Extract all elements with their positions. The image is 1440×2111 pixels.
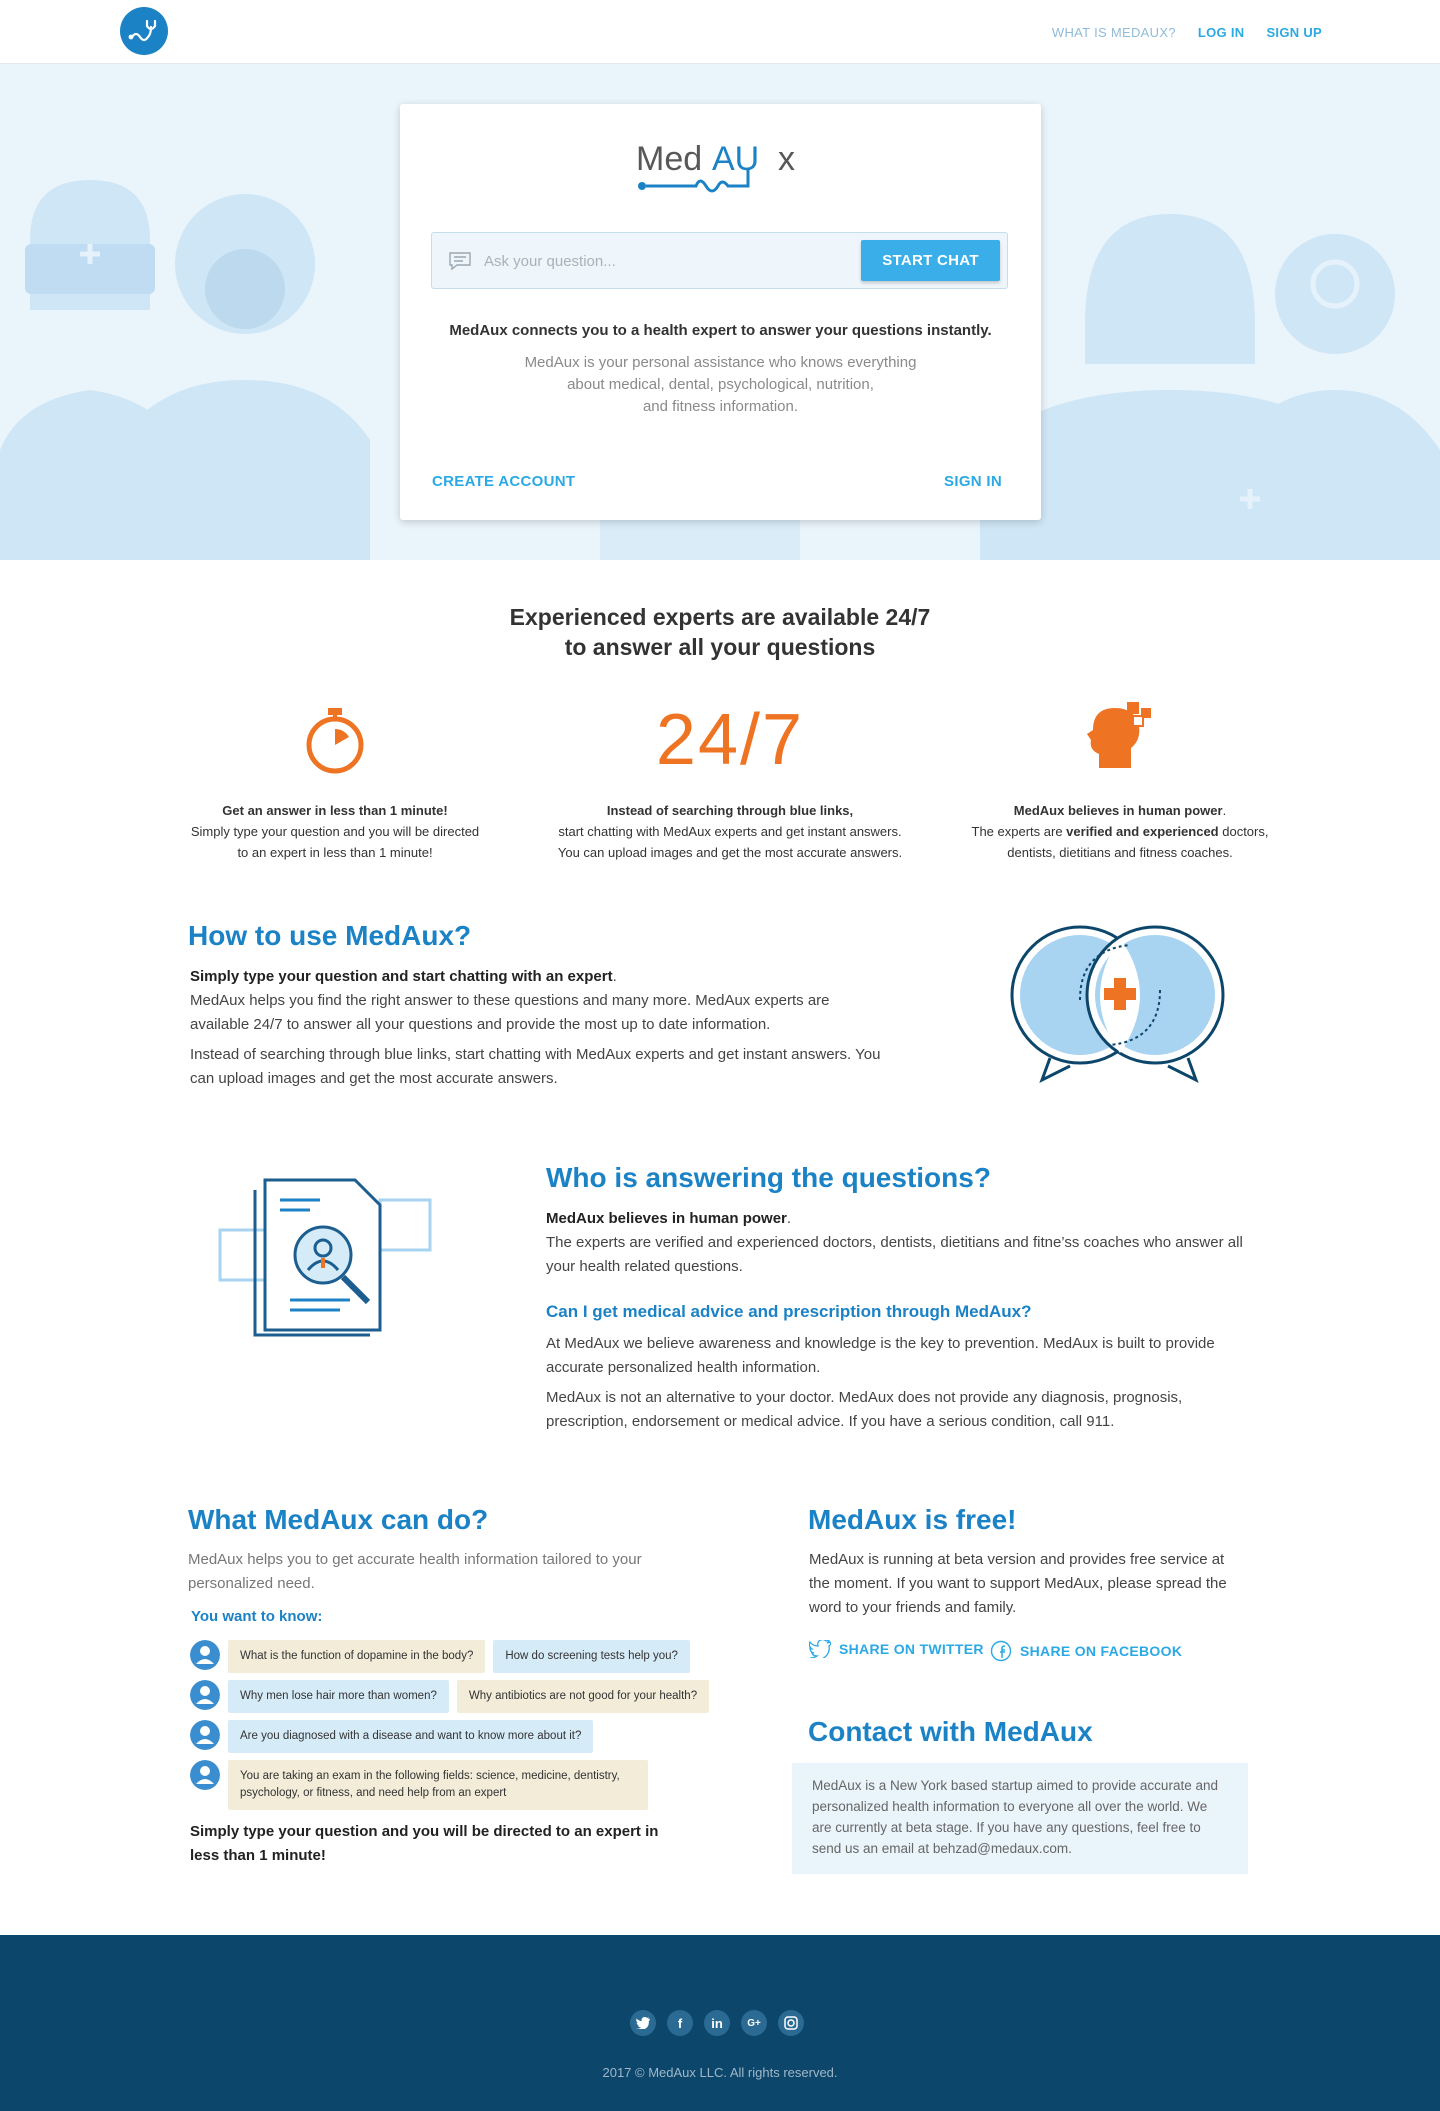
who-lead: MedAux believes in human power <box>546 1210 787 1227</box>
hero-desc-line: and fitness information. <box>642 398 799 415</box>
stopwatch-icon <box>165 680 505 800</box>
sample-question[interactable]: How do screening tests help you? <box>493 1640 690 1673</box>
linkedin-icon[interactable]: in <box>704 2010 730 2036</box>
feature-bold: Instead of searching through blue links, <box>606 803 854 818</box>
who-answers-body <box>546 1207 1246 1285</box>
site-footer <box>0 1935 1440 2111</box>
can-do-closing: Simply type your question and you will be directed to an expert in less than 1 minute! <box>190 1823 659 1864</box>
user-avatar-icon <box>190 1640 220 1670</box>
feature-24-7 <box>545 680 915 863</box>
twenty-four-seven-graphic <box>545 680 915 800</box>
what-medaux-can-do-heading: What MedAux can do? <box>188 1504 489 1535</box>
chat-bubble-icon <box>448 251 472 271</box>
instagram-icon[interactable] <box>778 2010 804 2036</box>
feature-bold: MedAux believes in human power <box>1013 803 1223 818</box>
sign-in-link[interactable]: SIGN IN <box>944 473 1002 490</box>
user-avatar-icon <box>190 1680 220 1710</box>
sample-question[interactable]: Why men lose hair more than women? <box>228 1680 449 1713</box>
feature-suffix: . <box>1222 803 1227 818</box>
feature-bold: Get an answer in less than 1 minute! <box>222 803 448 818</box>
share-on-facebook-link[interactable] <box>990 1640 1182 1662</box>
hero-desc-line: about medical, dental, psychological, nutrition, <box>567 376 874 393</box>
sample-question[interactable]: Why antibiotics are not good for your health? <box>457 1680 709 1713</box>
hero-desc-line: MedAux is your personal assistance who knows everything <box>524 354 917 371</box>
feature-line: Simply type your question and you will be directed <box>190 824 480 839</box>
experts-available-heading <box>0 602 1440 662</box>
medaux-is-free-heading: MedAux is free! <box>808 1504 1017 1535</box>
how-paragraph: Instead of searching through blue links, start chatting with MedAux experts and get instant answers. You can upload images and get the most accurate answers. <box>190 1046 881 1087</box>
who-lead-suffix: . <box>786 1210 792 1227</box>
google-plus-icon[interactable]: G+ <box>741 2010 767 2036</box>
advice-paragraph: MedAux is not an alternative to your doctor. MedAux does not provide any diagnosis, prognosis, prescription, endorsement or medical advice. If you have a serious condition, call 911. <box>546 1389 1183 1430</box>
feature-human-power <box>950 680 1290 863</box>
document-magnifier-icon <box>210 1160 440 1340</box>
nav-signup-link[interactable]: SIGN UP <box>1266 24 1322 40</box>
how-paragraph: MedAux helps you find the right answer to these questions and many more. MedAux experts are available 24/7 to answer all your questions and provide the most up to date information. <box>190 992 830 1033</box>
start-chat-button[interactable]: START CHAT <box>861 240 1000 281</box>
heading-line: to answer all your questions <box>564 634 876 660</box>
top-navbar <box>0 0 1440 64</box>
question-row <box>190 1680 709 1713</box>
how-to-use-heading: How to use MedAux? <box>188 920 472 951</box>
can-do-description: MedAux helps you to get accurate health information tailored to your personalized need. <box>188 1551 642 1592</box>
sample-question[interactable]: You are taking an exam in the following fields: science, medicine, dentistry, psychology, or fitness, and need help from an expert <box>228 1760 648 1810</box>
big-247-text: 24/7 <box>655 700 805 780</box>
who-answers-heading: Who is answering the questions? <box>546 1162 991 1193</box>
svg-text:AU: AU <box>712 140 760 178</box>
svg-text:x: x <box>778 140 795 178</box>
nav-login-link[interactable]: LOG IN <box>1197 24 1245 40</box>
copyright-text: 2017 © MedAux LLC. All rights reserved. <box>602 2065 838 2080</box>
hero-card <box>400 104 1041 520</box>
feature-line: start chatting with MedAux experts and get instant answers. <box>558 824 902 839</box>
feature-line: The experts are <box>971 824 1067 839</box>
you-want-to-know-label: You want to know: <box>191 1608 323 1625</box>
head-puzzle-icon <box>950 680 1290 800</box>
question-row <box>190 1640 690 1673</box>
hero-description <box>500 352 941 418</box>
feature-text <box>545 800 915 863</box>
contact-info-box: MedAux is a New York based startup aimed to provide accurate and personalized health information to everyone all over the world. We are currently at beta stage. If you have any questions, feel free to send us an email at behzad@medaux.com. <box>792 1763 1248 1874</box>
how-to-use-body <box>190 965 890 1097</box>
question-search-bar <box>431 232 1008 289</box>
feature-text <box>165 800 505 863</box>
chat-medical-cross-icon <box>1010 920 1230 1090</box>
sample-question[interactable]: What is the function of dopamine in the body? <box>228 1640 485 1673</box>
question-row <box>190 1720 593 1753</box>
feature-line: You can upload images and get the most accurate answers. <box>557 845 903 860</box>
medaux-free-body: MedAux is running at beta version and provides free service at the moment. If you want to support MedAux, please spread the word to your friends and family. <box>809 1551 1227 1616</box>
question-row <box>190 1760 648 1810</box>
twitter-icon <box>809 1640 831 1658</box>
share-facebook-label: SHARE ON FACEBOOK <box>1020 1643 1183 1659</box>
facebook-icon[interactable]: f <box>667 2010 693 2036</box>
twitter-icon[interactable] <box>630 2010 656 2036</box>
medaux-logo-icon[interactable] <box>120 7 168 55</box>
feature-bold: verified and experienced <box>1066 824 1219 839</box>
who-paragraph: The experts are verified and experienced doctors, dentists, dietitians and fitne’ss coaches who answer all your health related questions. <box>546 1234 1243 1275</box>
feature-text <box>950 800 1290 863</box>
how-lead-suffix: . <box>612 968 617 985</box>
nav-links <box>1052 0 1322 64</box>
user-avatar-icon <box>190 1760 220 1790</box>
feature-line: dentists, dietitians and fitness coaches. <box>1007 845 1233 860</box>
svg-text:Med: Med <box>636 140 703 178</box>
social-links <box>630 2010 804 2036</box>
hero-section <box>0 64 1440 560</box>
share-twitter-label: SHARE ON TWITTER <box>839 1641 984 1657</box>
feature-fast-answer <box>165 680 505 863</box>
feature-line: doctors, <box>1218 824 1269 839</box>
advice-paragraph: At MedAux we believe awareness and knowledge is the key to prevention. MedAux is built to provide accurate personalized health information. <box>546 1335 1215 1376</box>
sample-question[interactable]: Are you diagnosed with a disease and want to know more about it? <box>228 1720 593 1753</box>
share-on-twitter-link[interactable] <box>809 1640 984 1658</box>
how-lead: Simply type your question and start chatting with an expert <box>190 968 613 985</box>
hero-tagline: MedAux connects you to a health expert to answer your questions instantly. <box>449 322 992 339</box>
heading-line: Experienced experts are available 24/7 <box>509 604 931 630</box>
nav-what-is-medaux-link[interactable]: WHAT IS MEDAUX? <box>1051 24 1176 40</box>
medical-advice-body <box>546 1332 1246 1440</box>
medaux-brand-logo <box>630 134 810 204</box>
user-avatar-icon <box>190 1720 220 1750</box>
medical-advice-subheading: Can I get medical advice and prescription through MedAux? <box>546 1302 1032 1321</box>
facebook-icon <box>990 1640 1012 1662</box>
contact-heading: Contact with MedAux <box>808 1716 1093 1747</box>
question-input[interactable] <box>484 243 884 279</box>
create-account-link[interactable]: CREATE ACCOUNT <box>432 473 576 490</box>
feature-line: to an expert in less than 1 minute! <box>237 845 433 860</box>
